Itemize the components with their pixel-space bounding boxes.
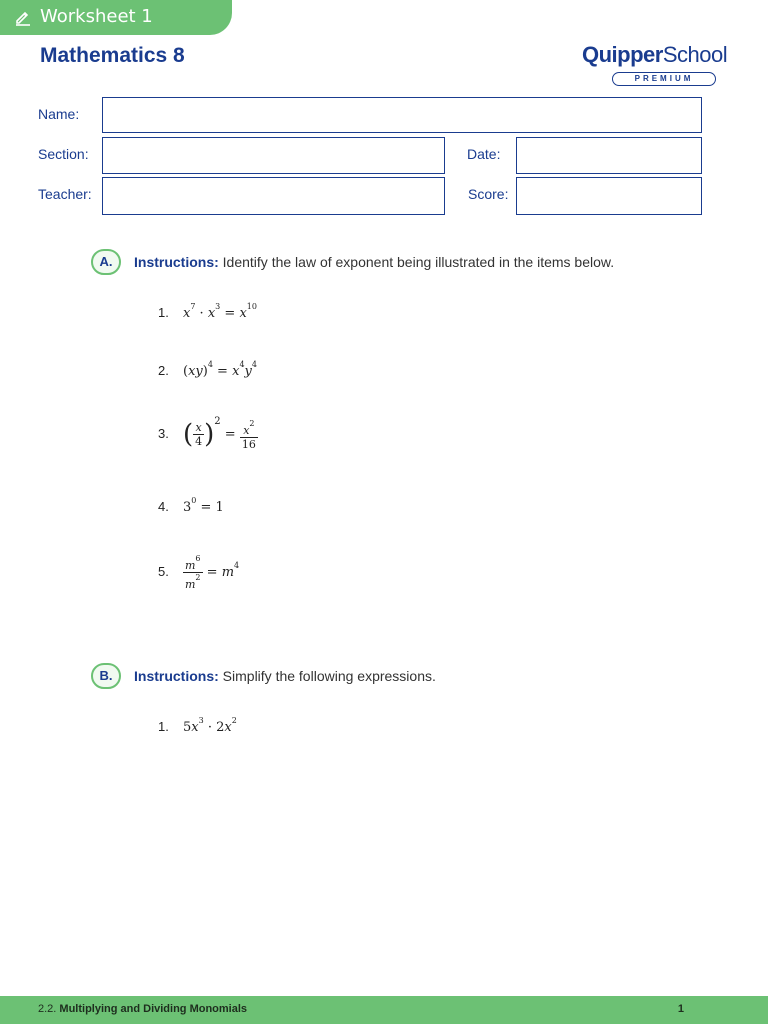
name-field[interactable] (102, 97, 702, 133)
score-label: Score: (468, 186, 509, 202)
section-b-instructions: Instructions: Simplify the following expressions. (134, 668, 436, 684)
premium-badge: PREMIUM (612, 72, 716, 86)
quipper-school-logo: QuipperSchool PREMIUM (582, 42, 722, 68)
list-item: 4. $3^0 = 1$ (158, 496, 224, 515)
list-item: 5. $\frac{m^6}{m^2}$ = $m^4$ (158, 554, 240, 591)
list-item: 2. $(xy)^4 = x^4y^4$ (158, 360, 257, 379)
page-footer (0, 996, 768, 1024)
page-number: 1 (677, 1003, 684, 1015)
name-label: Name: (38, 106, 80, 122)
date-label: Date: (467, 146, 501, 162)
teacher-label: Teacher: (38, 186, 92, 202)
section-b-badge: B. (91, 663, 121, 689)
section-field[interactable] (102, 137, 445, 174)
section-label: Section: (38, 146, 89, 162)
section-a-instructions: Instructions: Identify the law of exponent being illustrated in the items below. (134, 254, 615, 270)
score-field[interactable] (516, 177, 702, 215)
list-item: 1. $x^7 \cdot x^3 = x^{10}$ (158, 302, 257, 321)
pencil-icon (14, 8, 32, 26)
subject-title: Mathematics 8 (40, 44, 185, 67)
worksheet-tab (0, 0, 232, 35)
footer-section-title: Multiplying and Dividing Monomials (59, 1003, 248, 1015)
teacher-field[interactable] (102, 177, 445, 215)
list-item: 3. ( $\frac{x}{4}$ )$^2$ = $\frac{x^2}{16}$ (158, 416, 256, 451)
list-item: 1. $5x^3 \cdot 2x^2$ (158, 716, 237, 735)
section-a-badge: A. (91, 249, 121, 275)
date-field[interactable] (516, 137, 702, 174)
worksheet-label: Worksheet 1 (40, 6, 153, 27)
footer-section-number: 2.2. (38, 1003, 57, 1015)
